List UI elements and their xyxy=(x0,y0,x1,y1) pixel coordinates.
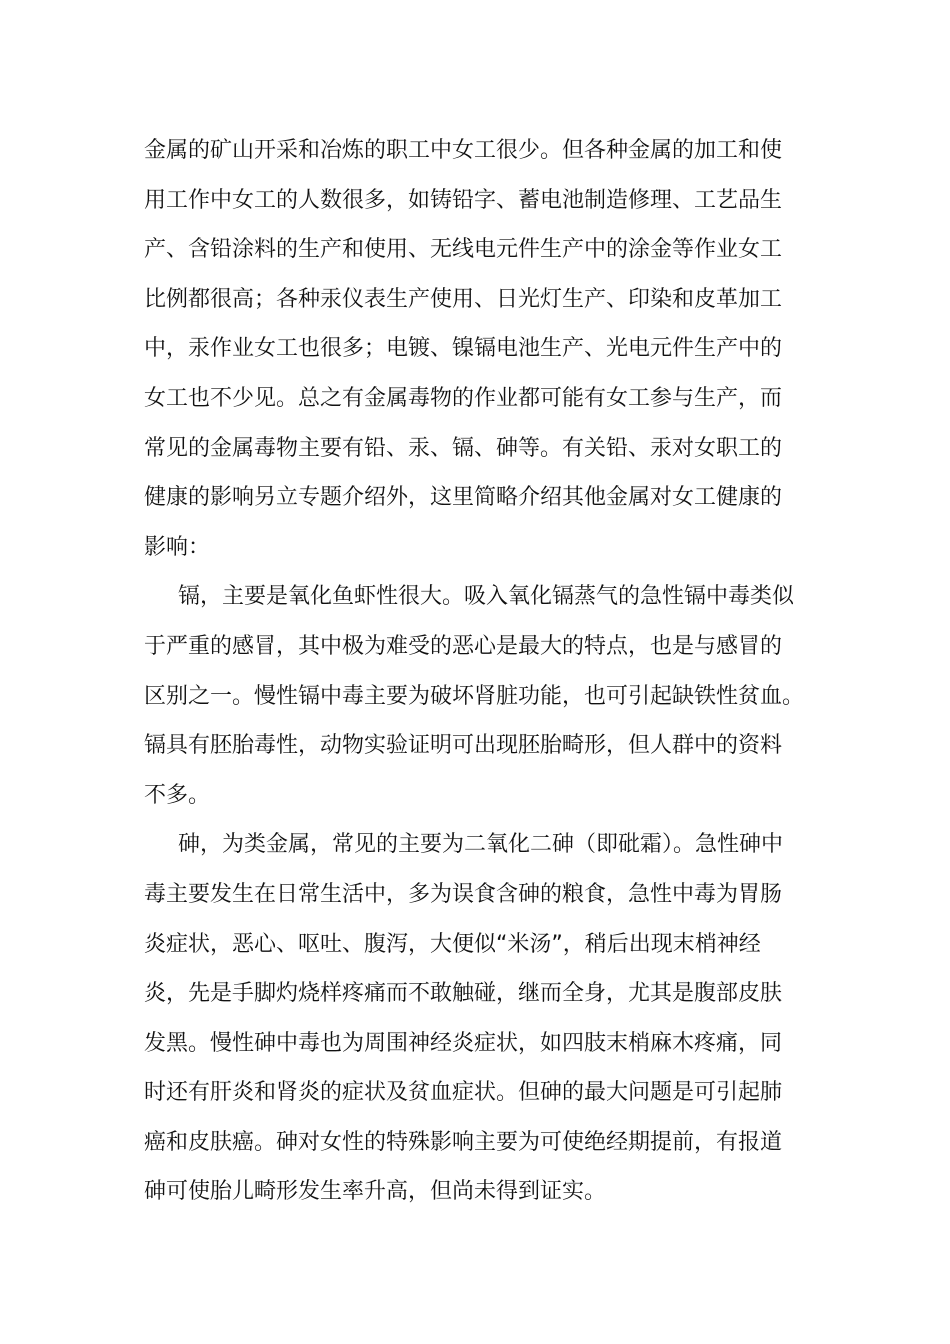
paragraph-start-cadmium: 镉，主要是氧化鱼虾性很大。吸入氧化镉蒸气的急性镉中毒类似 xyxy=(178,584,795,610)
text-line: 砷可使胎儿畸形发生率升高，但尚未得到证实。 xyxy=(144,1179,607,1205)
document-body xyxy=(144,126,824,1217)
text-line: 发黑。慢性砷中毒也为周围神经炎症状，如四肢末梢麻木疼痛，同 xyxy=(144,1030,783,1056)
text-line: 癌和皮肤癌。砷对女性的特殊影响主要为可使绝经期提前，有报道 xyxy=(144,1129,783,1155)
text-line: 中，汞作业女工也很多；电镀、镍镉电池生产、光电元件生产中的 xyxy=(144,336,783,362)
text-line: 金属的矿山开采和冶炼的职工中女工很少。但各种金属的加工和使 xyxy=(144,138,783,163)
text-line: 时还有肝炎和肾炎的症状及贫血症状。但砷的最大问题是可引起肺 xyxy=(144,1080,783,1106)
text-line: 用工作中女工的人数很多，如铸铅字、蓄电池制造修理、工艺品生 xyxy=(144,187,783,213)
text-line: 炎，先是手脚灼烧样疼痛而不敢触碰，继而全身，尤其是腹部皮肤 xyxy=(144,981,783,1007)
text-line: 常见的金属毒物主要有铅、汞、镉、砷等。有关铅、汞对女职工的 xyxy=(144,435,783,461)
text-line: 影响： xyxy=(144,534,211,560)
text-line: 区别之一。慢性镉中毒主要为破坏肾脏功能，也可引起缺铁性贫血。 xyxy=(144,683,805,709)
text-line: 比例都很高；各种汞仪表生产使用、日光灯生产、印染和皮革加工 xyxy=(144,286,783,312)
text-line: 女工也不少见。总之有金属毒物的作业都可能有女工参与生产，而 xyxy=(144,385,783,411)
text-line: 产、含铅涂料的生产和使用、无线电元件生产中的涂金等作业女工 xyxy=(144,237,783,263)
text-line: 健康的影响另立专题介绍外，这里简略介绍其他金属对女工健康的 xyxy=(144,485,783,511)
text-line: 镉具有胚胎毒性，动物实验证明可出现胚胎畸形，但人群中的资料 xyxy=(144,733,783,759)
text-line: 不多。 xyxy=(144,782,211,808)
text-line: 于严重的感冒，其中极为难受的恶心是最大的特点，也是与感冒的 xyxy=(144,633,783,659)
text-line: 炎症状，恶心、呕吐、腹泻，大便似“米汤”，稍后出现末梢神经 xyxy=(144,931,761,957)
paragraph-start-arsenic: 砷，为类金属，常见的主要为二氧化二砷（即砒霜）。急性砷中 xyxy=(178,832,784,858)
text-line: 毒主要发生在日常生活中，多为误食含砷的粮食，急性中毒为胃肠 xyxy=(144,881,783,907)
